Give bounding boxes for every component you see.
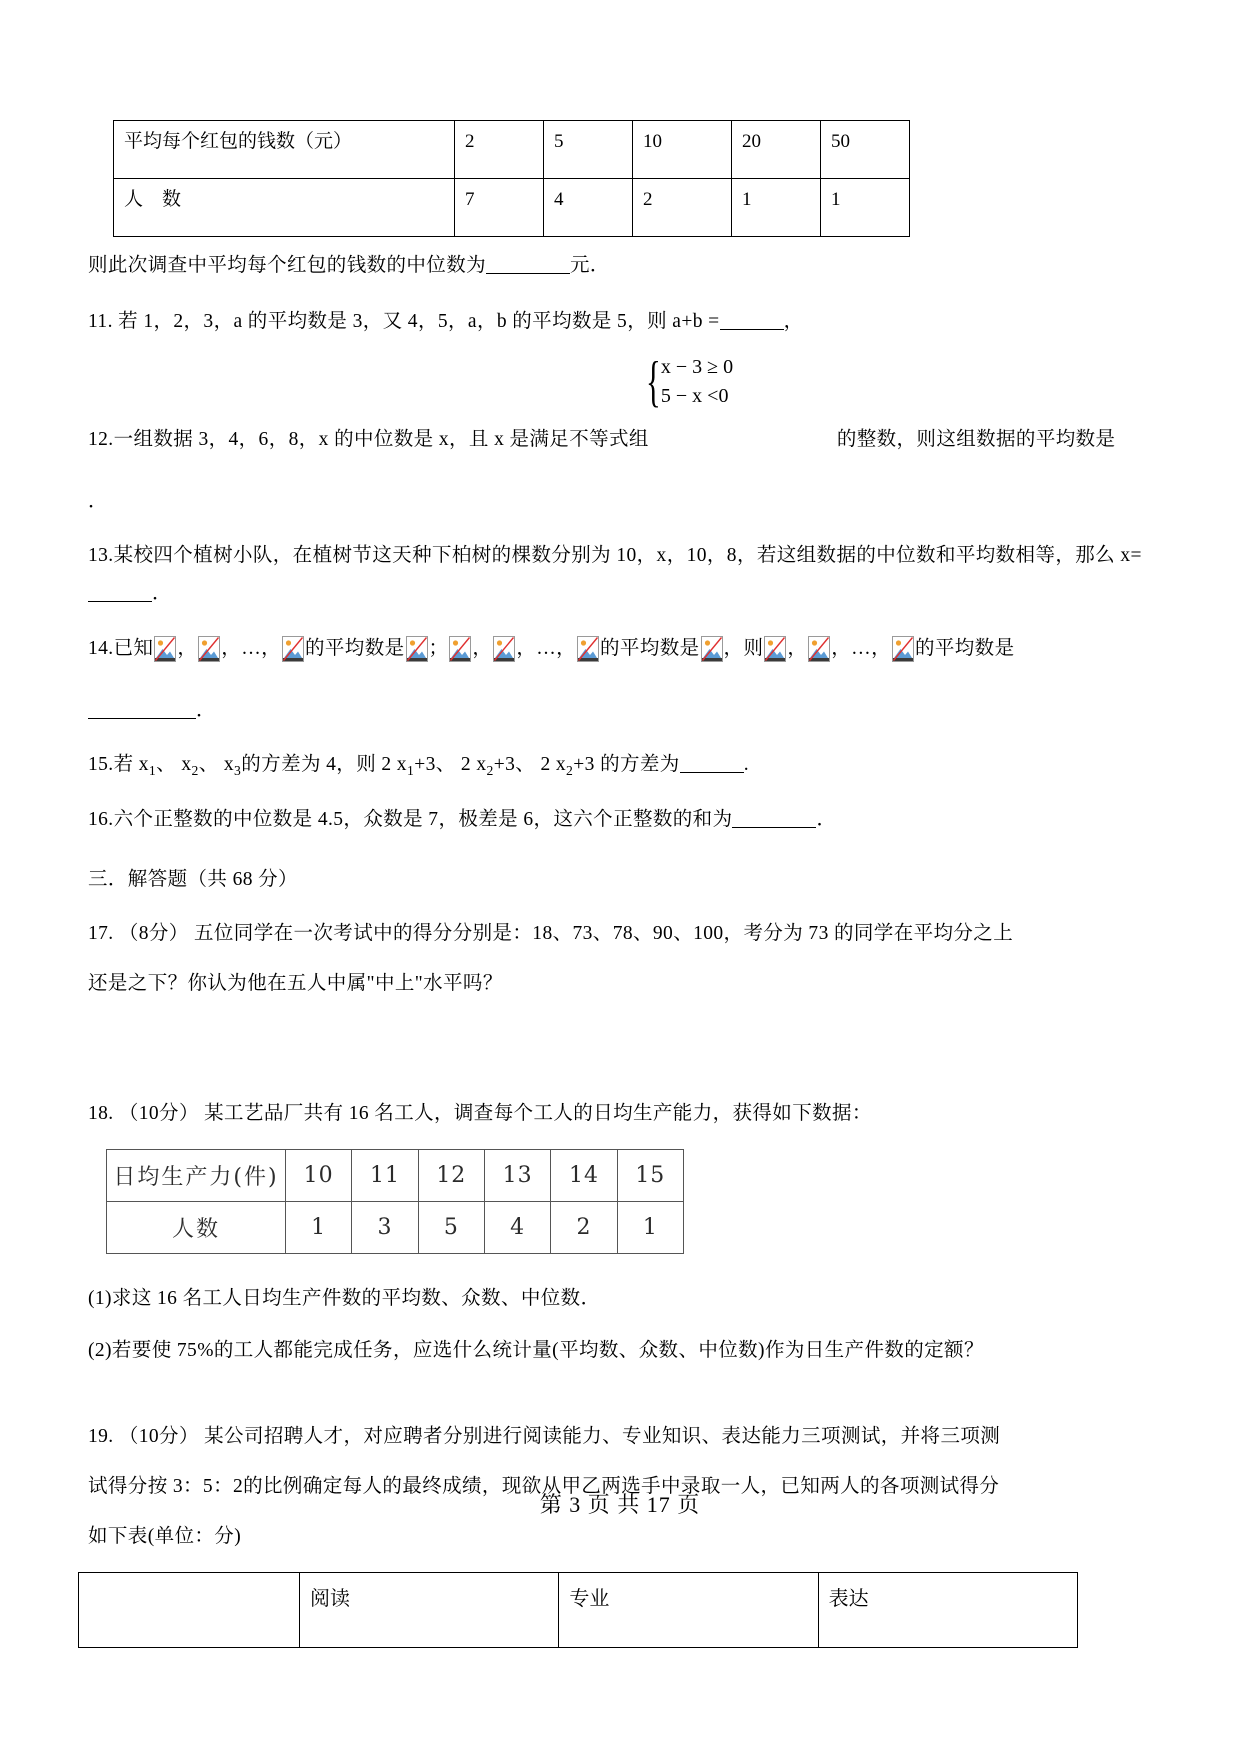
question-10-tail xyxy=(88,247,1148,285)
table-cell: 3 xyxy=(352,1201,418,1253)
broken-image-icon xyxy=(198,636,220,662)
answer-blank[interactable] xyxy=(720,329,784,330)
q14-t13: ． xyxy=(196,700,216,722)
broken-image-icon xyxy=(577,636,599,662)
question-17 xyxy=(88,915,1148,953)
question-19-line3: 如下表(单位：分) xyxy=(88,1525,242,1547)
table-cell: 5 xyxy=(418,1201,484,1253)
question-18-sub1: (1)求这 16 名工人日均生产件数的平均数、众数、中位数． xyxy=(88,1287,601,1309)
question-12-text-a: 一组数据 3，4，6，8，x 的中位数是 x，且 x 是满足不等式组 xyxy=(113,429,649,451)
q15-h: . xyxy=(743,754,749,776)
daily-production-table xyxy=(106,1149,684,1254)
question-18-sub2: (2)若要使 75%的工人都能完成任务，应选什么统计量(平均数、众数、中位数)作为日生产件数的定额？ xyxy=(88,1339,984,1361)
table-cell-label: 日均生产力(件) xyxy=(107,1149,286,1201)
page-footer: 第 3 页 共 17 页 xyxy=(539,1492,701,1517)
table-cell: 11 xyxy=(352,1149,418,1201)
question-number: 13. xyxy=(88,545,114,567)
q15-g: +3 的方差为 xyxy=(573,754,680,776)
table-cell: 50 xyxy=(821,121,910,179)
q15-sub5: 2 xyxy=(486,762,494,778)
question-number: 17. xyxy=(88,922,114,944)
inequality-line-1: x − 3 ≥ 0 xyxy=(660,356,734,379)
q14-t3: ，…， xyxy=(221,638,281,660)
question-number: 14. xyxy=(88,638,114,660)
table-cell-label: 人 数 xyxy=(114,179,455,237)
q16-b: ． xyxy=(816,808,837,830)
table-cell: 10 xyxy=(286,1149,352,1201)
q10-unit: 元． xyxy=(570,255,610,276)
score-table xyxy=(78,1572,1078,1648)
table-cell: 20 xyxy=(732,121,821,179)
question-12-text-c: ． xyxy=(88,491,108,513)
table-cell: 12 xyxy=(418,1149,484,1201)
question-score: （10分） xyxy=(118,1102,199,1124)
table-cell: 4 xyxy=(544,179,633,237)
answer-blank[interactable] xyxy=(486,273,570,274)
q14-t1: 已知 xyxy=(113,638,154,660)
answer-blank[interactable] xyxy=(680,772,744,773)
question-score: （8分） xyxy=(118,922,189,944)
inequality-system xyxy=(640,351,734,414)
broken-image-icon xyxy=(892,636,914,662)
q14-t6: ， xyxy=(472,638,493,660)
broken-image-icon xyxy=(701,636,723,662)
question-number: 15. xyxy=(88,754,114,776)
table-row xyxy=(114,121,910,179)
question-score: （10分） xyxy=(118,1425,199,1447)
q18-line1: 某工艺品厂共有 16 名工人，调查每个工人的日均生产能力，获得如下数据： xyxy=(204,1102,872,1124)
question-19-line2: 试得分按 3：5：2的比例确定每人的最终成绩，现欲从甲乙两选手中录取一人，已知两人的各项测试得分 xyxy=(88,1475,1000,1497)
question-18 xyxy=(88,1095,1148,1133)
question-number: 11. xyxy=(88,311,113,333)
q14-t9: ，则 xyxy=(723,638,764,660)
question-15 xyxy=(88,746,1148,785)
table-row xyxy=(79,1572,1078,1647)
left-brace-icon: { xyxy=(646,351,661,414)
q10-text: 则此次调查中平均每个红包的钱数的中位数为 xyxy=(88,255,487,276)
table-cell: 1 xyxy=(732,179,821,237)
table-cell-label: 平均每个红包的钱数（元） xyxy=(114,121,455,179)
question-12-text-b: 的整数，则这组数据的平均数是 xyxy=(836,429,1116,451)
broken-image-icon xyxy=(154,636,176,662)
table-row xyxy=(114,179,910,237)
answer-blank[interactable] xyxy=(88,718,196,719)
q14-t4: 的平均数是 xyxy=(305,638,405,660)
table-cell: 10 xyxy=(633,121,732,179)
q15-sub2: 2 xyxy=(191,762,199,778)
q15-sub6: 2 xyxy=(566,762,574,778)
q14-t7: ，…， xyxy=(516,638,577,660)
table-cell-label: 人数 xyxy=(107,1201,286,1253)
table-cell: 4 xyxy=(484,1201,550,1253)
table-header-cell: 专业 xyxy=(559,1572,818,1647)
q14-t8: 的平均数是 xyxy=(600,638,700,660)
question-14-answer-line xyxy=(88,692,1148,730)
q14-t11: ，…， xyxy=(831,638,891,660)
question-12-continued xyxy=(88,483,1148,521)
question-13 xyxy=(88,537,1148,613)
table-cell: 1 xyxy=(286,1201,352,1253)
table-cell: 2 xyxy=(551,1201,617,1253)
broken-image-icon xyxy=(808,636,830,662)
q15-f: +3、 2 x xyxy=(493,754,567,776)
table-cell: 7 xyxy=(455,179,544,237)
q14-t5: ； xyxy=(428,638,449,660)
broken-image-icon xyxy=(282,636,304,662)
question-12 xyxy=(88,421,1148,459)
answer-blank[interactable] xyxy=(88,601,152,602)
table-cell: 1 xyxy=(821,179,910,237)
broken-image-icon xyxy=(449,636,471,662)
inequality-lines xyxy=(661,353,733,411)
question-13-tail: ． xyxy=(152,583,172,605)
q16-a: 六个正整数的中位数是 4.5，众数是 7，极差是 6，这六个正整数的和为 xyxy=(113,808,733,830)
question-number: 16. xyxy=(88,808,114,830)
question-11 xyxy=(88,303,1148,341)
table-cell: 5 xyxy=(544,121,633,179)
question-17-line2: 还是之下？你认为他在五人中属"中上"水平吗？ xyxy=(88,972,503,994)
inequality-system-block xyxy=(88,351,1148,419)
q14-t12: 的平均数是 xyxy=(914,638,1015,660)
q15-b: 、 x xyxy=(156,754,192,776)
page-content xyxy=(88,120,1148,1648)
q19-line1: 某公司招聘人才，对应聘者分别进行阅读能力、专业知识、表达能力三项测试，并将三项测 xyxy=(204,1425,1001,1447)
broken-image-icon xyxy=(406,636,428,662)
q15-sub3: 3 xyxy=(234,762,242,778)
inequality-line-2: 5 − x <0 xyxy=(660,385,729,408)
broken-image-icon xyxy=(493,636,515,662)
q15-sub4: 1 xyxy=(406,762,415,778)
question-19 xyxy=(88,1418,1148,1456)
q15-c: 、 x xyxy=(198,754,235,776)
broken-image-icon xyxy=(764,636,786,662)
question-number: 12. xyxy=(88,429,114,451)
section-3-header: 三．解答题（共 68 分） xyxy=(88,868,298,890)
q15-sub1: 1 xyxy=(148,762,157,778)
q15-a: 若 x xyxy=(113,754,149,776)
question-number: 19. xyxy=(88,1425,114,1447)
q15-e: +3、 2 x xyxy=(414,754,487,776)
table-header-cell: 阅读 xyxy=(300,1572,559,1647)
q14-t10: ， xyxy=(787,638,808,660)
table-cell: 13 xyxy=(484,1149,550,1201)
q17-line1: 五位同学在一次考试中的得分分别是：18、73、78、90、100，考分为 73 的同学在平均分之上 xyxy=(194,922,1014,944)
q14-t2: ， xyxy=(177,638,198,660)
table-row xyxy=(107,1149,684,1201)
question-number: 18. xyxy=(88,1102,114,1124)
question-14 xyxy=(88,629,1148,670)
table-row xyxy=(107,1201,684,1253)
table-header-cell xyxy=(79,1572,300,1647)
table-header-cell: 表达 xyxy=(818,1572,1077,1647)
question-11-text: 若 1，2，3，a 的平均数是 3，又 4，5，a，b 的平均数是 5，则 a+b = xyxy=(118,311,720,333)
table-cell: 2 xyxy=(633,179,732,237)
table-cell: 15 xyxy=(617,1149,683,1201)
table-cell: 2 xyxy=(455,121,544,179)
question-13-text: 某校四个植树小队，在植树节这天种下柏树的棵数分别为 10，x，10，8，若这组数据的中位数和平均数相等，那么 x= xyxy=(113,545,1142,567)
answer-blank[interactable] xyxy=(732,827,816,828)
q15-d: 的方差为 4，则 2 x xyxy=(241,754,407,776)
table-cell: 14 xyxy=(551,1149,617,1201)
red-packet-table xyxy=(113,120,910,237)
table-cell: 1 xyxy=(617,1201,683,1253)
question-16 xyxy=(88,801,1148,839)
question-11-tail: ， xyxy=(783,311,804,333)
